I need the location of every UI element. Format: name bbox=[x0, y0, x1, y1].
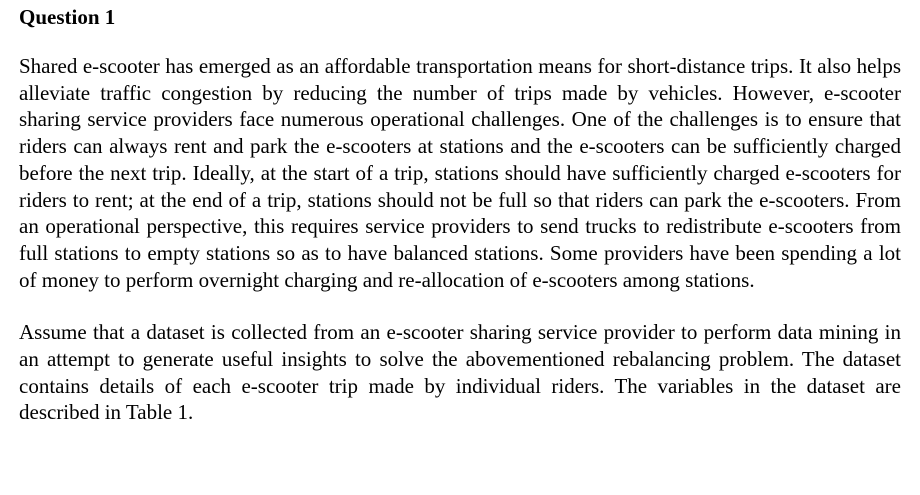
document-page bbox=[19, 4, 901, 426]
paragraph-intro: Shared e-scooter has emerged as an affordable transportation means for short-distance trips. It also helps alleviate traffic congestion by reducing the number of trips made by vehicles. However, e-scooter sharing service providers face numerous operational challenges. One of the challenges is to ensure that riders can always rent and park the e-scooters at stations and the e-scooters can be sufficiently charged before the next trip. Ideally, at the start of a trip, stations should have sufficiently charged e-scooters for riders to rent; at the end of a trip, stations should not be full so that riders can park the e-scooters. From an operational perspective, this requires service providers to send trucks to redistribute e-scooters from full stations to empty stations so as to have balanced stations. Some providers have been spending a lot of money to perform overnight charging and re-allocation of e-scooters among stations. bbox=[19, 54, 901, 292]
question-heading: Question 1 bbox=[19, 5, 116, 29]
paragraph-dataset: Assume that a dataset is collected from an e-scooter sharing service provider to perform data mining in an attempt to generate useful insights to solve the abovementioned rebalancing problem. The dataset contains details of each e-scooter trip made by individual riders. The variables in the dataset are described in Table 1. bbox=[19, 320, 901, 425]
